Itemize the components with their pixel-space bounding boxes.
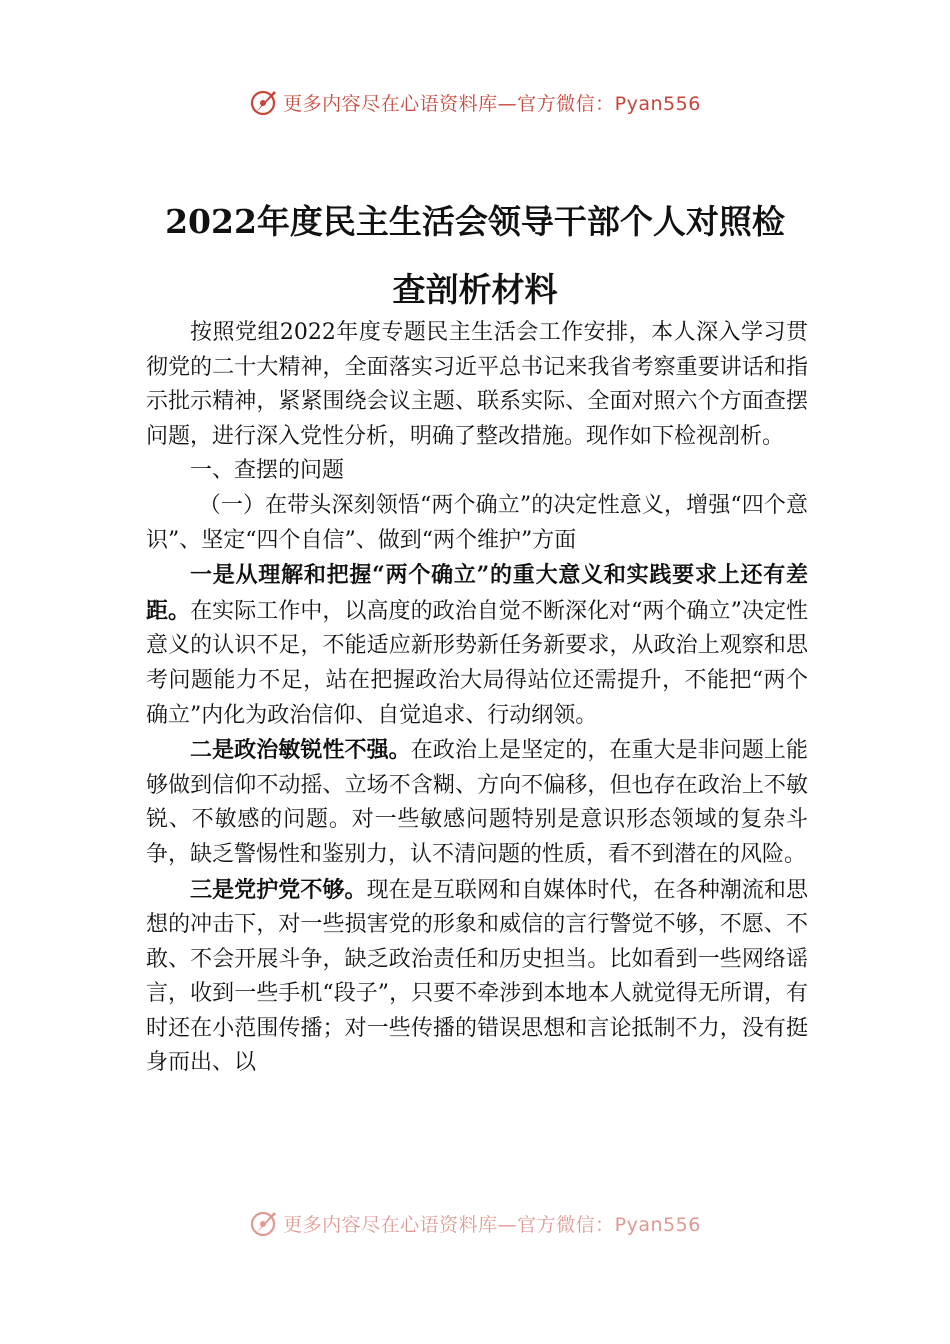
point-text: 现在是互联网和自媒体时代，在各种潮流和思想的冲击下，对一些损害党的形象和威信的言行警觉不够，不愿、不敢、不会开展斗争，缺乏政治责任和历史担当。比如看到一些网络谣言，收到一些手机“段子”，只要不牵涉到本地本人就觉得无所谓，有时还在小范围传播；对一些传播的错误思想和言论抵制不力，没有挺身而出、以 — [146, 877, 808, 1076]
point-paragraph — [146, 873, 808, 1082]
document-title — [140, 188, 810, 324]
title-line-2: 查剖析材料 — [392, 270, 558, 309]
quill-circle-icon — [249, 1208, 279, 1238]
point-text: 在实际工作中，以高度的政治自觉不断深化对“两个确立”决定性意义的认识不足，不能适应新形势新任务新要求，从政治上观察和思考问题能力不足，站在把握政治大局得站位还需提升，不能把“两个确立”内化为政治信仰、自觉追求、行动纲领。 — [146, 598, 808, 728]
point-paragraph — [146, 733, 808, 872]
point-text: 在政治上是坚定的，在重大是非问题上能够做到信仰不动摇、立场不含糊、方向不偏移，但也存在政治上不敏锐、不敏感的问题。对一些敏感问题特别是意识形态领域的复杂斗争，缺乏警惕性和鉴别力，认不清问题的性质，看不到潜在的风险。 — [146, 738, 808, 867]
watermark-text: 更多内容尽在心语资料库—官方微信：Pyan556 — [283, 1213, 701, 1236]
point-lead: 二是政治敏锐性不强。 — [190, 737, 411, 764]
watermark-text: 更多内容尽在心语资料库—官方微信：Pyan556 — [283, 92, 701, 115]
document-body — [146, 316, 808, 1081]
point-paragraph — [146, 558, 808, 733]
section-heading: 一、查摆的问题 — [190, 458, 345, 484]
point-lead: 一是从理解和把握“两个确立”的重大意义和实践要求上还有差距。 — [146, 562, 808, 624]
watermark-footer — [0, 1203, 950, 1243]
quill-circle-icon — [249, 87, 279, 117]
watermark-header — [0, 82, 950, 122]
point-lead: 三是党护党不够。 — [190, 876, 367, 903]
intro-paragraph: 按照党组2022年度专题民主生活会工作安排，本人深入学习贯彻党的二十大精神，全面落实习近平总书记来我省考察重要讲话和指示批示精神，紧紧围绕会议主题、联系实际、全面对照六个方面查摆问题，进行深入党性分析，明确了整改措施。现作如下检视剖析。 — [146, 320, 808, 449]
title-line-1: 2022年度民主生活会领导干部个人对照检 — [165, 202, 785, 241]
subsection-heading: （一）在带头深刻领悟“两个确立”的决定性意义，增强“四个意识”、坚定“四个自信”、做到“两个维护”方面 — [146, 492, 808, 553]
